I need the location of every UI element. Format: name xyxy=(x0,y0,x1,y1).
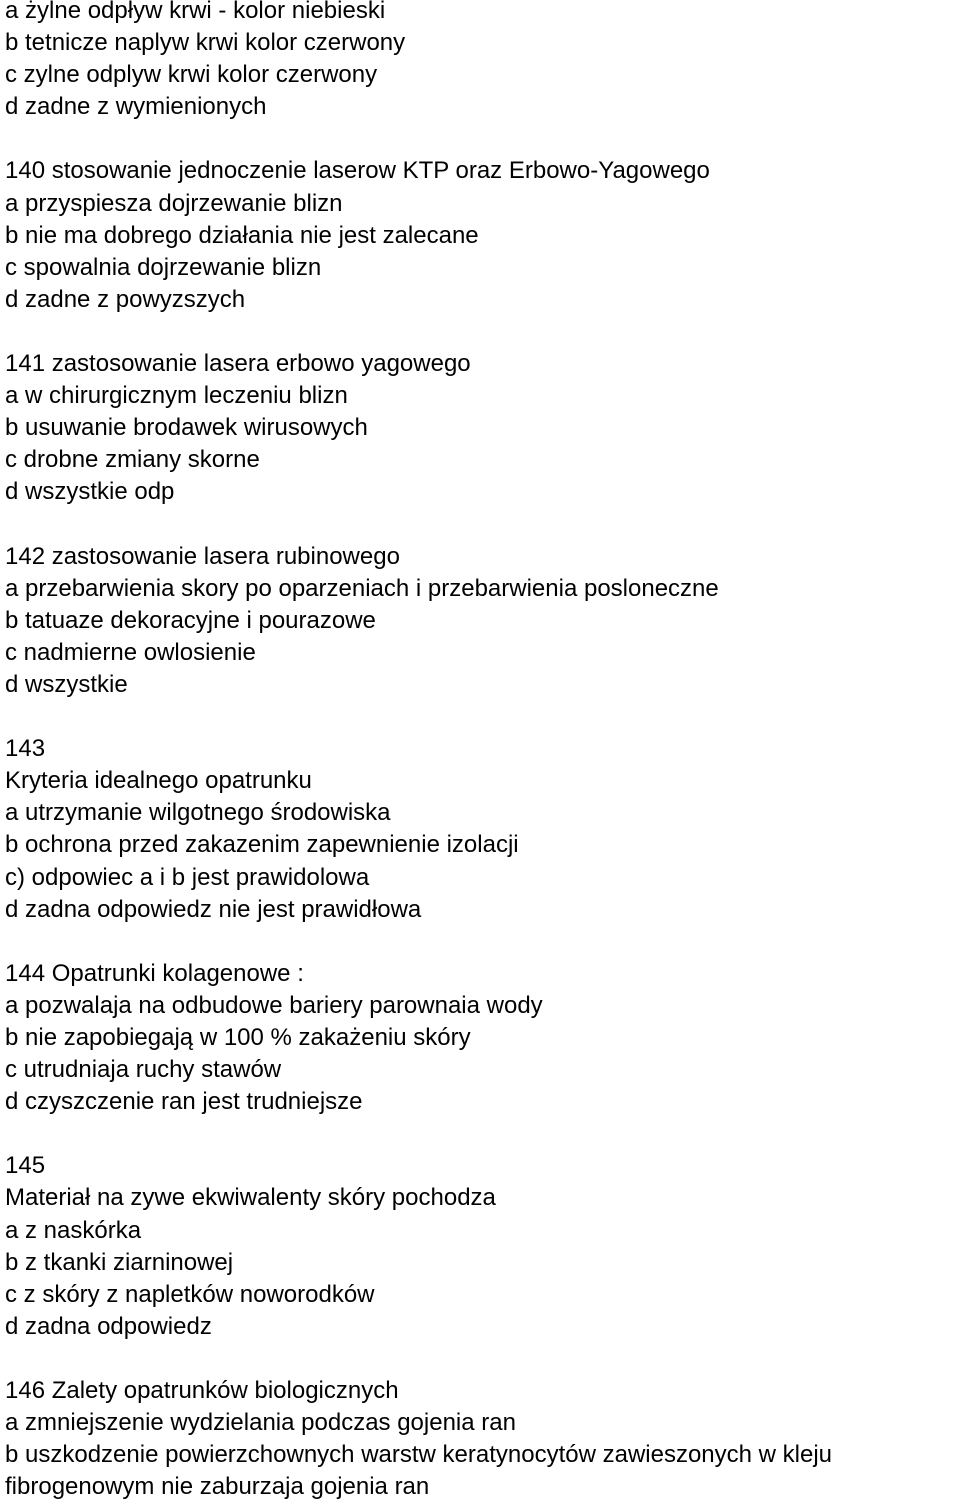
answer-line: c nadmierne owlosienie xyxy=(5,638,256,666)
answer-line: c spowalnia dojrzewanie blizn xyxy=(5,253,322,281)
question-block-145 xyxy=(5,1150,960,1343)
answer-line: b ochrona przed zakazenim zapewnienie izolacji xyxy=(5,831,519,859)
answer-line: a zmniejszenie wydzielania podczas gojenia ran xyxy=(5,1409,516,1437)
question-block-142 xyxy=(5,541,960,701)
question-line: 144 Opatrunki kolagenowe : xyxy=(5,959,304,987)
question-block-146 xyxy=(5,1375,960,1503)
answer-line: a przebarwienia skory po oparzeniach i przebarwienia posloneczne xyxy=(5,574,719,602)
answer-line: d zadna odpowiedz xyxy=(5,1312,212,1340)
document-page xyxy=(5,0,960,1503)
answer-line: d zadne z powyzszych xyxy=(5,285,246,313)
question-block-140 xyxy=(5,155,960,315)
answer-line: c utrudniaja ruchy stawów xyxy=(5,1056,282,1084)
answer-line: b usuwanie brodawek wirusowych xyxy=(5,414,368,442)
answer-line: a przyspiesza dojrzewanie blizn xyxy=(5,189,343,217)
question-line: 141 zastosowanie lasera erbowo yagowego xyxy=(5,350,471,378)
answer-line: a utrzymanie wilgotnego środowiska xyxy=(5,799,391,827)
answer-line: b z tkanki ziarninowej xyxy=(5,1248,234,1276)
answer-line: a żylne odpływ krwi - kolor niebieski xyxy=(5,0,386,24)
answer-line: d zadne z wymienionych xyxy=(5,93,267,121)
answer-line: a pozwalaja na odbudowe bariery parownaia wody xyxy=(5,991,543,1019)
answer-line: fibrogenowym nie zaburzaja gojenia ran xyxy=(5,1473,430,1501)
answer-line: c zylne odplyw krwi kolor czerwony xyxy=(5,61,378,89)
answer-line: a w chirurgicznym leczeniu blizn xyxy=(5,382,348,410)
question-number: 145 xyxy=(5,1152,46,1180)
question-block-intro xyxy=(5,0,960,123)
answer-line: b uszkodzenie powierzchownych warstw keratynocytów zawieszonych w kleju xyxy=(5,1441,833,1469)
answer-line: b tetnicze naplyw krwi kolor czerwony xyxy=(5,29,406,57)
answer-line: d wszystkie odp xyxy=(5,478,175,506)
question-line: 140 stosowanie jednoczenie laserow KTP oraz Erbowo-Yagowego xyxy=(5,157,710,185)
question-block-143 xyxy=(5,733,960,926)
answer-line: b tatuaze dekoracyjne i pourazowe xyxy=(5,606,376,634)
question-block-141 xyxy=(5,348,960,508)
question-line: Kryteria idealnego opatrunku xyxy=(5,767,312,795)
answer-line: a z naskórka xyxy=(5,1216,142,1244)
answer-line: d zadna odpowiedz nie jest prawidłowa xyxy=(5,895,422,923)
question-line: Materiał na zywe ekwiwalenty skóry pochodza xyxy=(5,1184,496,1212)
question-line: 142 zastosowanie lasera rubinowego xyxy=(5,542,400,570)
answer-line: d czyszczenie ran jest trudniejsze xyxy=(5,1088,363,1116)
question-number: 143 xyxy=(5,735,46,763)
answer-line: c) odpowiec a i b jest prawidolowa xyxy=(5,863,370,891)
question-block-144 xyxy=(5,958,960,1118)
question-line: 146 Zalety opatrunków biologicznych xyxy=(5,1377,399,1405)
answer-line: c drobne zmiany skorne xyxy=(5,446,260,474)
answer-line: b nie zapobiegają w 100 % zakażeniu skóry xyxy=(5,1024,471,1051)
answer-line: d wszystkie xyxy=(5,670,128,698)
answer-line: b nie ma dobrego działania nie jest zalecane xyxy=(5,221,479,249)
answer-line: c z skóry z napletków noworodków xyxy=(5,1280,375,1308)
